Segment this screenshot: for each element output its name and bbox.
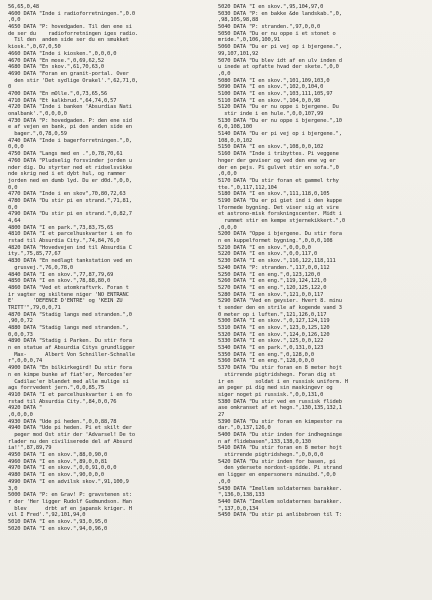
code-line: 5370 DATA "Du stir foran en 8 meter hojt	[218, 365, 342, 372]
code-line: ,0,0	[218, 70, 231, 77]
code-line: 5010 DATA "I en skov.",93,0,95,0	[8, 518, 108, 525]
code-line: ,98,105,98,88	[218, 17, 259, 24]
code-line: ,0,0	[8, 17, 21, 24]
code-line: 5280 DATA "I en skov.",121,0,0,117	[218, 291, 324, 298]
code-line: 4910 DATA "I et parcelhuskvarter i en fo	[8, 391, 132, 398]
code-line: 5420 DATA "Du stir inden for basen, pi	[218, 458, 336, 465]
code-line: 4980 DATA "I en skov.",90,0,0,0	[8, 472, 104, 479]
code-line: 4920 DATA "	[8, 405, 43, 412]
code-line: 5190 DATA "Du er pi giet ind i den kuppe	[218, 197, 342, 204]
code-line: kiosk.",0,67,0,50	[8, 44, 61, 51]
code-line: onalbank'.",0,0,0,0	[8, 111, 67, 117]
code-line: siger noget pi russisk.",0,0,131,0	[218, 391, 324, 398]
code-line: 5100 DATA "I en skov.",103,111,105,97	[218, 90, 333, 97]
code-line: rlader nu den civiliserede del af Absurd	[8, 438, 132, 445]
code-line: 4690 DATA "Foran en granit-portal. Over	[8, 70, 129, 77]
code-line: 4830 DATA "En nedlagt tankstation ved en	[8, 258, 132, 265]
code-line: 5210 DATA "I en skov.",0,0,0,0	[218, 244, 311, 251]
code-line: 4820 DATA "Hovedvejen ind til Absurdia C	[8, 244, 132, 251]
code-line: 4650 DATA "P: hovedgaden. Til den ene si	[8, 24, 132, 31]
code-line: ,90,0,72	[8, 318, 33, 325]
code-line: 5090 DATA "I en skov.",102,0,104,0	[218, 84, 324, 91]
code-line: 4680 DATA "En skov.",61,70,63,0	[8, 64, 104, 71]
code-line: 5250 DATA "I en eng.",0,123,120,0	[218, 271, 321, 278]
code-line: Cadilac'er blandet med alle mulige si	[8, 378, 129, 385]
code-line: bager.",0,78,0,59	[8, 131, 67, 138]
code-line: ",137,0,0,134	[218, 505, 259, 512]
code-line: et astrono-misk forskningscenter. Midt i	[218, 211, 342, 218]
code-line: 5220 DATA "I en skov.",0,0,117,0	[218, 251, 318, 258]
code-line: r",0,0,0,74	[8, 358, 43, 365]
code-line: rstad til Absurdia City.",84,0,0,76	[8, 398, 117, 405]
code-line: 5160 DATA "Inde i tribyttes. Pi veggene	[218, 151, 339, 158]
code-line: 5330 DATA "I en skov.",125,0,0,122	[218, 338, 324, 345]
code-line: an peger pi dig med sin maskingevr og	[218, 385, 333, 392]
code-line: u inede at opfatte hvad der skete.",0,0	[218, 64, 339, 71]
code-line: 5390 DATA "Du stir foran en kimpestor ra	[218, 418, 342, 425]
code-line: TRITT'",79,0,0,71	[8, 304, 61, 311]
code-line: 4970 DATA "I en skov.",0,0,91,0,0,0	[8, 465, 117, 472]
code-line: tte.",0,117,112,104	[218, 184, 277, 191]
code-line: 0	[8, 84, 12, 91]
code-line: 5070 DATA "Du blev idt af en ulv inden d	[218, 57, 342, 64]
code-line: 5140 DATA "Du er pi vej op i bjergene.",	[218, 131, 342, 138]
code-line: 99,107,101,92	[218, 50, 259, 57]
code-line: dar.",0,137,126,0	[218, 425, 271, 432]
code-line: Til den anden side ser du en smukket	[8, 37, 129, 44]
code-line: 4890 DATA "Stadig i Parken. Du stir fora	[8, 338, 132, 345]
code-line: 4930 DATA "Ude pi heden.",0,0,88,78	[8, 418, 117, 425]
code-line: 6,0,108,100	[218, 124, 253, 131]
code-line: 4810 DATA "I et parcelhuskvarter i en fo	[8, 231, 132, 238]
code-line: 5310 DATA "I en skov.",123,0,125,120	[218, 325, 330, 331]
code-line: t sender den en strile af kogende vand 3	[218, 304, 342, 311]
code-line: 5430 DATA "Imellem soldaternes barakker.	[218, 485, 342, 492]
code-line: e af vejen en bank, pi den anden side en	[8, 124, 132, 131]
code-line: 4700 DATA "En mOlle.",0,73,65,56	[8, 90, 108, 97]
code-line: 5410 DATA "Du stir foran en 8 meter hojt	[218, 445, 342, 452]
code-line: der en pejs. Pi gulvet stir en sofa.",0	[218, 164, 339, 171]
code-line: 5450 DATA "Du stir pi anlibsbroen til T:	[218, 512, 342, 519]
code-line: 4780 DATA "Du stir pi en strand.",71,81,	[8, 197, 132, 204]
code-line: 27	[218, 411, 225, 418]
code-line: 56,65,0,48	[8, 4, 39, 10]
code-line: 5050 DATA "Du er nu oppe i et stonet o	[218, 30, 336, 37]
code-line: 5270 DATA "I en eng.",120,125,122,0	[218, 284, 327, 291]
code-line: 4860 DATA "Ved et atomkraftvrk. Foran t	[8, 284, 129, 291]
code-line: r der 'Her ligger Rudolf Gudmundson. Han	[8, 498, 132, 505]
code-line: 4870 DATA "Stadig langs med stranden.",0	[8, 311, 132, 318]
code-line: ir vagter og skiltene niger 'NO ENTRANC	[8, 291, 129, 298]
code-line: 4800 DATA "I en park.",73,83,75,65	[8, 224, 114, 231]
code-line: de ser du radioforretningen iges radio.	[8, 30, 139, 37]
code-line: den ydersete nordost-spidde. Pi strand	[218, 465, 342, 472]
code-line: 5350 DATA "I en eng.",0,128,0,0	[218, 351, 314, 358]
code-line: 4600 DATA "Inde i radioforretningen.",0.0	[8, 10, 135, 17]
code-line: 4720 DATA "Inde i banken 'Absurdias Nati	[8, 104, 132, 111]
code-line: 5200 DATA "Oppe i bjergene. Du stir fora	[218, 231, 342, 238]
code-line: 5340 DATA "I en park.",0,131,0,123	[218, 345, 324, 352]
code-line: ,0,0,0	[218, 224, 237, 231]
code-line: 4950 DATA "I en skov.",88,0,90,0	[8, 452, 108, 459]
code-line: ity.",75,85,77,67	[8, 251, 61, 258]
code-line: 4840 DATA "I en skov.",77,87,79,69	[8, 271, 114, 278]
code-line: 5030 DATA "P: en bakke &de landskab.",0,	[218, 10, 342, 17]
code-line: 5230 DATA "I en skov.",116,122,118,111	[218, 258, 336, 265]
code-line: 5260 DATA "I en eng.",119,124,121,0	[218, 278, 327, 285]
code-line: 5300 DATA "I en skov.",0,127,124,119	[218, 318, 330, 325]
left-column-listing	[8, 4, 208, 532]
right-column-listing	[218, 4, 418, 519]
code-line: n en kimpe bunke af fiat'er, Mercedes'er	[8, 371, 132, 378]
code-line: 0,0,0,73	[8, 331, 33, 338]
code-line: ,0,0	[218, 478, 231, 485]
code-line: 5440 DATA "Imellem soldaternes barakker.	[218, 498, 342, 505]
code-line: 3,0	[8, 485, 18, 492]
code-line: E' 'DEFENCE D'ENTRE' og 'KEIN ZU	[8, 298, 123, 305]
code-line: blev drbt af en japansk kriger. H	[8, 505, 132, 512]
code-line: jorden ned en dumb lyd. Du er d0d.",0,0,	[8, 177, 132, 184]
code-line: 5020 DATA "I en skov.",94,0,96,0	[8, 525, 108, 532]
code-line: 4730 DATA "P: hovedgaden. P: den ene sid	[8, 117, 132, 124]
code-line: stirrende pigtridshegn.",0,0,0,0	[218, 452, 324, 459]
code-line: 5240 DATA "P: stranden.",117,0,0,112	[218, 264, 330, 271]
code-line: rstad til Absurdia City.",74,84,76,0	[8, 238, 120, 245]
code-line: mride.",0,106,100,91	[218, 37, 280, 44]
code-line: vil I Fred'.",92,101,94,0	[8, 512, 86, 519]
code-line: 5040 DATA "P: stranden.",97,0,0,0	[218, 24, 321, 31]
code-line: lformede bygning. Det viser sig at vire	[218, 204, 339, 211]
code-line: 4710 DATA "Et kalkbrud.",64,74,0,57	[8, 97, 117, 104]
code-line: n en kuppelformet bygning.",0,0,0,108	[218, 238, 333, 245]
code-line: ir en soldat i en russisk uniform. H	[218, 378, 349, 385]
code-line: 5020 DATA "I en skov.",95,104,97,0	[218, 4, 324, 10]
code-line: rummet stir en kempe stjernekikkert.",0	[218, 218, 345, 224]
code-line: hnger der geviser og ved den ene vg er	[218, 157, 336, 164]
code-line: ",136,0,138,133	[218, 492, 265, 499]
code-line: stirrende pigtridshegn. Foran dig st	[218, 371, 336, 378]
code-line: 5360 DATA "I en eng.",128,0,0,0	[218, 358, 314, 365]
code-line: 5110 DATA "I en skov.",104,0,0,98	[218, 97, 321, 104]
code-line: 4880 DATA "Stadig langs med stranden.",	[8, 325, 129, 331]
code-line: peger mod Ost stir der 'Advarsel! De to	[8, 432, 135, 438]
code-line: ags forrvedent jern.",0,0,85,75	[8, 385, 104, 392]
code-line: n af flidebasen",133,138,0,130	[218, 438, 311, 445]
code-line: 4850 DATA "I en skov.",78,88,80,0	[8, 278, 111, 285]
code-line: 5380 DATA "Du stir ved en russisk flideb	[218, 398, 342, 405]
code-line: 4960 DATA "I en skov.",89,0,0,81	[8, 458, 108, 465]
code-line: n en statue af Absurdia Citys grundligger	[8, 345, 135, 352]
code-line: 4760 DATA "Pludselig forsvinder jorden u	[8, 157, 132, 164]
code-line: nde skrig ned i et dybt hul, og rammer	[8, 171, 126, 178]
code-line: 5180 DATA "I en skov.",111,118,0,105	[218, 191, 330, 198]
code-line: 4660 DATA "Inde i kiosken.",0,0,0,0	[8, 50, 117, 57]
code-line: 4670 DATA "En mose.",0,69,62,52	[8, 57, 104, 64]
code-line: 4790 DATA "Du stir pi en strand.",0,82,7	[8, 211, 132, 218]
code-line: den stir 'Det sydlige Orakel'.",62,71,0,	[8, 77, 139, 84]
code-line: ase omkranset af et hegn.",130,135,132,1	[218, 405, 342, 412]
code-line: 0,0	[8, 184, 18, 191]
code-line: 4940 DATA "Ude pi heden. Pi et skilt der	[8, 425, 132, 432]
code-line: 4740 DATA "Inde i bagerforretningen.",0,	[8, 137, 132, 144]
code-line: 5170 DATA "Du stir foran et gammel trhy	[218, 177, 339, 184]
code-line: 5130 DATA "Du er nu oppe i bjergene.",10	[218, 117, 342, 124]
code-line: 5320 DATA "I en skov.",124,0,126,120	[218, 331, 330, 338]
code-line: 0 meter op i luften.",121,126,0,117	[218, 311, 327, 318]
code-line: 0,0,0	[8, 144, 24, 151]
code-line: 108,0,0,102	[218, 137, 253, 144]
code-line: 5060 DATA "Du er pi vej op i bjergene.",	[218, 44, 342, 51]
code-line: 4770 DATA "Inde i en skov",70,80,72,63	[8, 191, 126, 198]
code-line: 5080 DATA "I en skov.",101,109,103,0	[218, 77, 330, 84]
code-line: Max- Albert Von Schniller-Schnalle	[8, 351, 135, 358]
code-line: ,0,0,0,0	[8, 411, 33, 418]
code-line: 0,0	[8, 204, 18, 211]
code-line: 4750 DATA "Langs med en .",0,78,70,61	[8, 151, 123, 158]
code-line: 5000 DATA "P: en Grav! P: gravstenen st:	[8, 492, 132, 499]
code-line: 4900 DATA "En bilkirkegird! Du stir fora	[8, 365, 132, 372]
code-line: 5150 DATA "I en skov.",108,0,0,102	[218, 144, 324, 151]
code-line: nder dig. Du styrter ned et ridselsvikke	[8, 164, 132, 171]
code-line: 4,64	[8, 218, 21, 224]
code-line: 4990 DATA "I en advilsk skov.",91,100,9	[8, 478, 129, 485]
code-line: stir inde i en hule.",0,0,107,99	[218, 111, 324, 117]
code-line: grusvej.",76,0,78,0	[8, 264, 74, 271]
code-line: 5290 DATA "Ved en geysier. Hvert 8. minu	[218, 298, 342, 305]
code-line: en ligger en enpersoners minuibd.",0,0	[218, 472, 336, 479]
code-line: 5120 DATA "Du er nu oppe i bjergene. Du	[218, 104, 339, 111]
code-line: ia!'",87,89,79	[8, 445, 52, 452]
code-line: ,0,0,0	[218, 171, 237, 178]
code-line: 5400 DATA "Du stir inden for indhegninge	[218, 432, 342, 438]
